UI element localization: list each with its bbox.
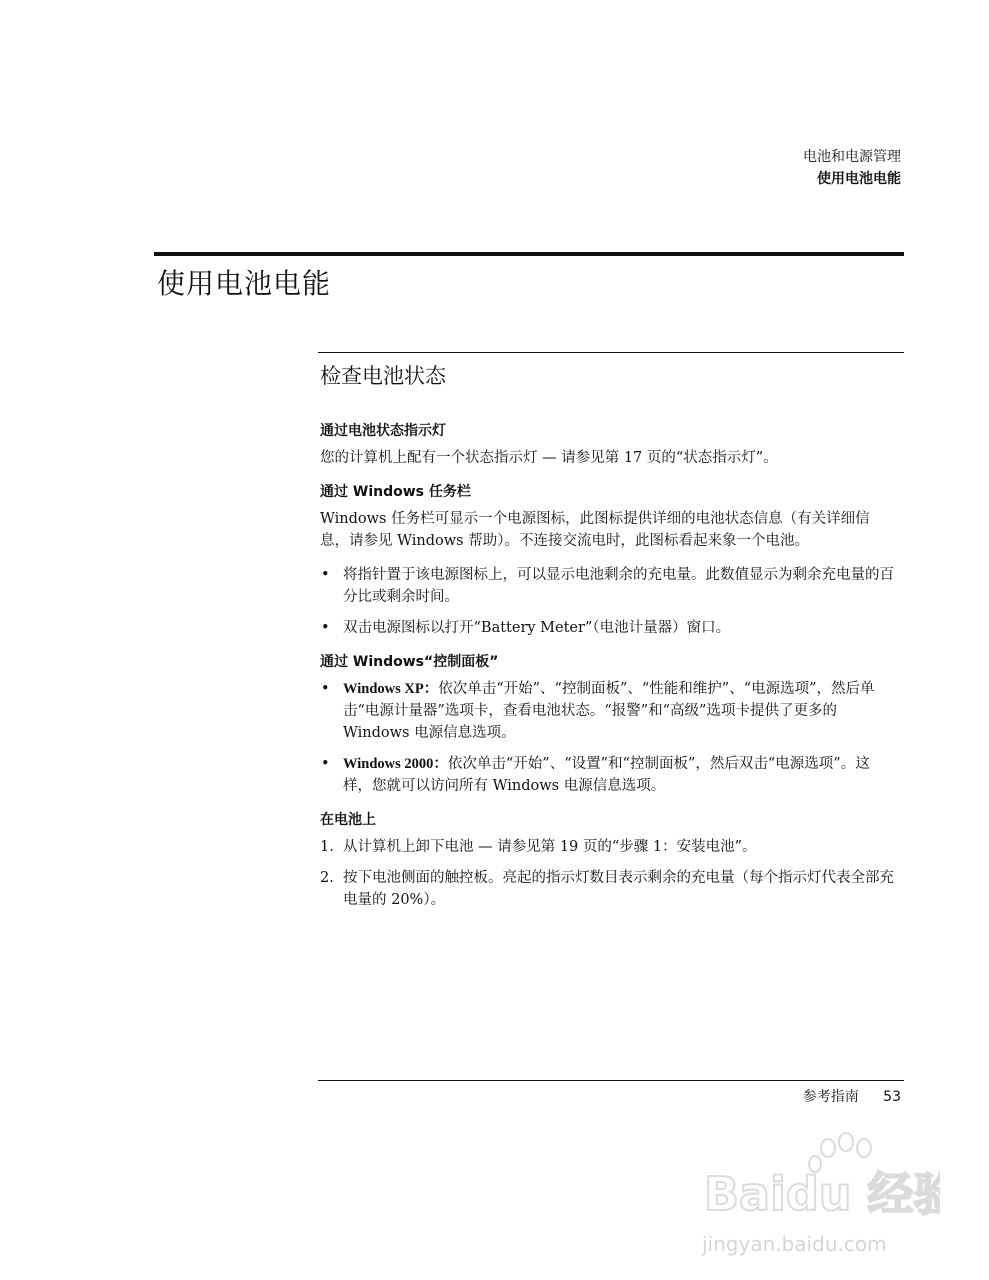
footer-rule xyxy=(318,1080,904,1081)
running-header xyxy=(803,146,901,190)
list-item xyxy=(320,867,898,911)
list-item xyxy=(320,678,898,744)
page-title: 使用电池电能 xyxy=(157,267,332,300)
list-item xyxy=(320,753,898,797)
step-text: 按下电池侧面的触控板。亮起的指示灯数目表示剩余的充电量（每个指示灯代表全部充电量的 20%）。 xyxy=(343,870,894,908)
heading-indicator: 通过电池状态指示灯 xyxy=(320,423,446,439)
chapter-title: 电池和电源管理 xyxy=(803,149,901,165)
paragraph-indicator: 您的计算机上配有一个状态指示灯 — 请参见第 17 页的“状态指示灯”。 xyxy=(320,450,778,466)
top-rule xyxy=(154,252,904,256)
control-panel-list xyxy=(320,678,898,797)
page-number: 53 xyxy=(883,1089,901,1105)
list-item xyxy=(320,836,898,858)
main-content xyxy=(320,420,898,923)
item-label: Windows XP： xyxy=(343,681,439,697)
paragraph-taskbar: Windows 任务栏可显示一个电源图标，此图标提供详细的电池状态信息（有关详细信息，请参见 Windows 帮助）。不连接交流电时，此图标看起来象一个电池。 xyxy=(320,511,870,549)
watermark-url: jingyan.baidu.com xyxy=(702,1232,887,1256)
subsection-rule xyxy=(318,352,904,353)
page-footer xyxy=(803,1086,901,1106)
footer-label: 参考指南 xyxy=(802,1089,859,1105)
subsection-title: 检查电池状态 xyxy=(320,364,446,388)
battery-step-list xyxy=(320,836,898,911)
list-item: • 双击电源图标以打开“Battery Meter”（电池计量器）窗口。 xyxy=(320,617,898,639)
heading-taskbar: 通过 Windows 任务栏 xyxy=(320,484,471,500)
item-label: Windows 2000： xyxy=(343,756,448,772)
step-number: 1. xyxy=(320,839,334,855)
list-item: • 将指针置于该电源图标上，可以显示电池剩余的充电量。此数值显示为剩余充电量的百分比或剩余时间。 xyxy=(320,564,898,608)
baidu-watermark xyxy=(700,1130,940,1270)
step-text: 从计算机上卸下电池 — 请参见第 19 页的“步骤 1：安装电池”。 xyxy=(343,839,757,855)
step-number: 2. xyxy=(320,870,334,886)
item-text: 依次单击“开始”、“设置”和“控制面板”，然后双击“电源选项”。这样，您就可以访问所有 Windows 电源信息选项。 xyxy=(343,756,870,794)
section-title: 使用电池电能 xyxy=(817,171,901,187)
taskbar-bullet-list xyxy=(320,564,898,639)
item-text: 依次单击“开始”、“控制面板”、“性能和维护”、“电源选项”，然后单击“电源计量器”选项卡，查看电池状态。“报警”和“高级”选项卡提供了更多的 Windows 电源信息选项。 xyxy=(343,681,875,741)
brand-text: Baidu 经验 xyxy=(704,1167,940,1221)
baidu-paw-logo-icon xyxy=(700,1130,940,1230)
heading-battery: 在电池上 xyxy=(320,812,376,828)
heading-control-panel: 通过 Windows“控制面板” xyxy=(320,654,499,670)
